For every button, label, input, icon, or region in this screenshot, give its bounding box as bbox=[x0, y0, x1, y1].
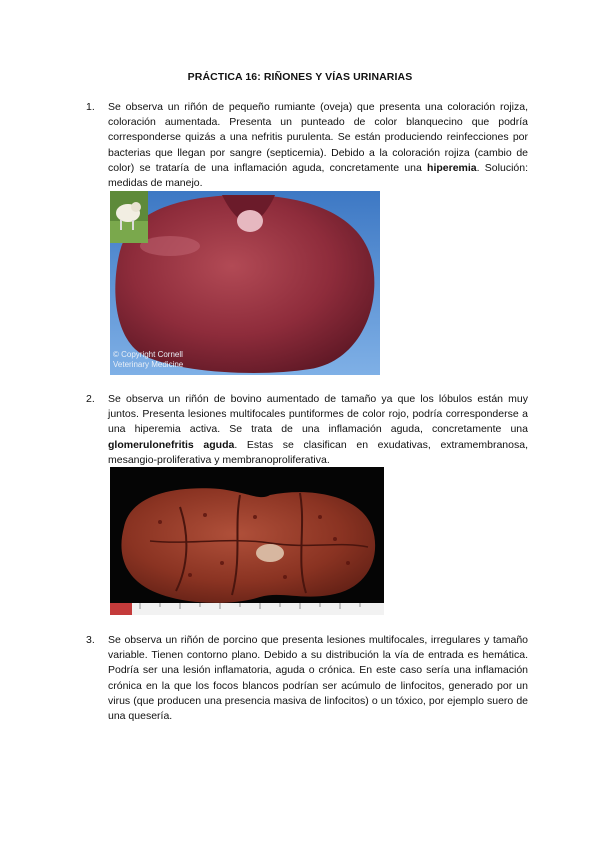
item-text: Se observa un riñón de bovino aumentado de tamaño ya que los lóbulos están muy juntos. Presenta lesiones multifocales puntiformes de color rojo, podría corresponderse a una hiperemia activa. Se trata de una inflamación aguda, concretamente una glomerulonefritis aguda. Estas se clasifican en exudativas, extramembranosa, mesangio-proliferativa y membranoproliferativa. bbox=[108, 393, 528, 466]
item-text: Se observa un riñón de porcino que presenta lesiones multifocales, irregulares y tamaño variable. Tienen contorno plano. Debido a su distribución la vía de entrada es hemática. Podría ser una lesión inflamatoria, aguda o crónica. En este caso sería una inflamación crónica en la que los focos blancos podrían ser acúmulo de linfocitos, generado por un virus (que producen una presencia masiva de linfocitos) o un tóxico, por ejemplo suero de una quesería. bbox=[108, 634, 528, 723]
item-number: 1. bbox=[86, 101, 95, 113]
bovine-kidney-photo bbox=[110, 467, 384, 615]
sheep-kidney-photo bbox=[110, 191, 380, 375]
item-text: Se observa un riñón de pequeño rumiante (oveja) que presenta una coloración rojiza, coloración aumentada. Presenta un punteado de color blanquecino que podría corresponderse quizás a una nefritis purulenta. Se están produciendo reinfecciones por bacterias que llegan por sangre (septicemia). Debido a la coloración rojiza (cambio de color) se trataría de una inflamación aguda, concretamente una hiperemia. Solución: medidas de manejo. bbox=[108, 101, 528, 190]
item-number: 2. bbox=[86, 393, 95, 405]
page-title: PRÁCTICA 16: RIÑONES Y VÍAS URINARIAS bbox=[187, 71, 413, 83]
bold-term: hiperemia bbox=[427, 161, 477, 174]
image-caption-line2: Veterinary Medicine bbox=[113, 360, 184, 369]
item-number: 3. bbox=[86, 634, 95, 646]
bold-term: glomerulonefritis aguda bbox=[108, 438, 235, 451]
image-caption-line1: © Copyright Cornell bbox=[113, 350, 183, 359]
